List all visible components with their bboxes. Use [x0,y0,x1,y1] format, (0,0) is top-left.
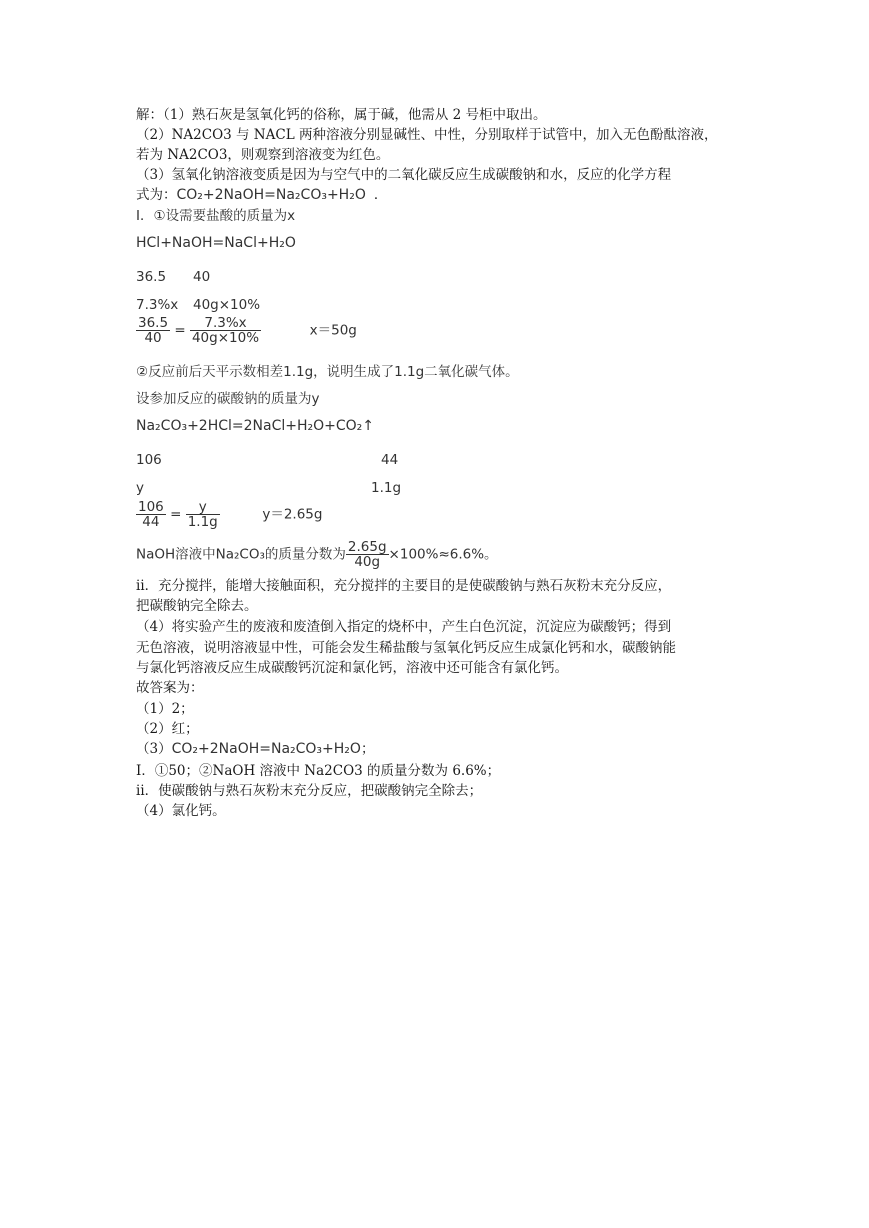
solution-line-4-3: 与氯化钙溶液反应生成碳酸钙沉淀和氯化钙，溶液中还可能含有氯化钙。 [136,660,568,676]
answer-3 [136,740,374,758]
equation-prefix: 式为： [136,187,177,203]
equals-sign: = [174,322,186,339]
chemical-equation-co2-naoh: CO₂+2NaOH=Na₂CO₃+H₂O [176,187,366,203]
calc-ratio-f: 44 [381,452,399,468]
calc-ratio-h: 1.1g [371,480,402,496]
solution-line-2: （2）NA2CO3 与 NACL 两种溶液分别显碱性、中性，分别取样于试管中，加入无色酚酞溶液， [136,127,718,143]
answer-1: （1）2； [136,701,194,717]
solution-line-ii-1: ⅱ．充分搅拌，能增大接触面积，充分搅拌的主要目的是使碳酸钠与熟石灰粉末充分反应， [136,578,672,594]
calc-ratio-b: 40 [193,269,211,285]
calc-ratio-g: y [136,480,144,496]
calc-ratio-e: 106 [136,452,162,468]
solution-line-ii-2: 把碳酸钠完全除去。 [136,598,258,614]
answer-3-suffix: ； [360,741,375,757]
solution-line-4: （3）氢氧化钠溶液变质是因为与空气中的二氧化碳反应生成碳酸钠和水，反应的化学方程 [136,167,672,183]
calc-ratio-c: 7.3%x [136,297,179,313]
mass-fraction-line [136,540,498,569]
solution-line-3: 若为 NA2CO3，则观察到溶液变为红色。 [136,147,390,163]
mass-fraction: $\frac{2.65g}{40g}$ [347,539,387,570]
solution-line-5 [136,186,387,204]
answer-4: （4）氯化钙。 [136,803,226,819]
fraction-left: $\frac{106}{44}$ [138,499,164,530]
answer-heading: 故答案为： [136,680,204,696]
equals-sign: = [170,506,182,523]
calc-ratio-d: 40g×10% [193,297,261,313]
calc-line-setup-y: 设参加反应的碳酸钠的质量为y [136,391,320,407]
answer-2: （2）红； [136,721,199,737]
calc-ratio-a: 36.5 [136,269,167,285]
solution-line-1: 解：（1）熟石灰是氢氧化钙的俗称，属于碱，他需从 2 号柜中取出。 [136,107,547,123]
fraction-right: $\frac{7.3\%x}{40g\times 10\%}$ [191,315,260,346]
answer-ii: ⅱ．使碳酸钠与熟石灰粉末充分反应，把碳酸钠完全除去； [136,783,483,799]
answer-3-equation: CO₂+2NaOH=Na₂CO₃+H₂O [171,741,361,757]
calc-line-co2-diff: ②反应前后天平示数相差1.1g，说明生成了1.1g二氧化碳气体。 [136,364,519,380]
mass-fraction-suffix: ×100%≈6.6%。 [388,546,498,563]
calc-line-setup-x: Ⅰ．①设需要盐酸的质量为x [136,208,296,224]
fraction-equation-2 [136,500,322,529]
answer-3-prefix: （3） [136,741,172,757]
result-x: x＝50g [309,322,357,339]
result-y: y＝2.65g [262,506,323,523]
fraction-left: $\frac{36.5}{40}$ [138,315,169,346]
answer-i: Ⅰ．①50；②NaOH 溶液中 Na2CO3 的质量分数为 6.6%； [136,763,501,779]
solution-line-4-1: （4）将实验产生的废液和废渣倒入指定的烧杯中，产生白色沉淀，沉淀应为碳酸钙；得到 [136,619,672,635]
calc-equation-na2co3: Na₂CO₃+2HCl=2NaCl+H₂O+CO₂↑ [136,418,375,434]
solution-line-4-2: 无色溶液，说明溶液显中性，可能会发生稀盐酸与氢氧化钙反应生成氯化钙和水，碳酸钠能 [136,640,676,656]
fraction-right: $\frac{y}{1.1g}$ [187,499,218,530]
fraction-equation-1 [136,316,357,345]
calc-equation-hcl: HCl+NaOH=NaCl+H₂O [136,235,296,251]
equation-suffix: ． [373,187,388,203]
mass-fraction-prefix: NaOH溶液中Na₂CO₃的质量分数为 [136,546,346,563]
